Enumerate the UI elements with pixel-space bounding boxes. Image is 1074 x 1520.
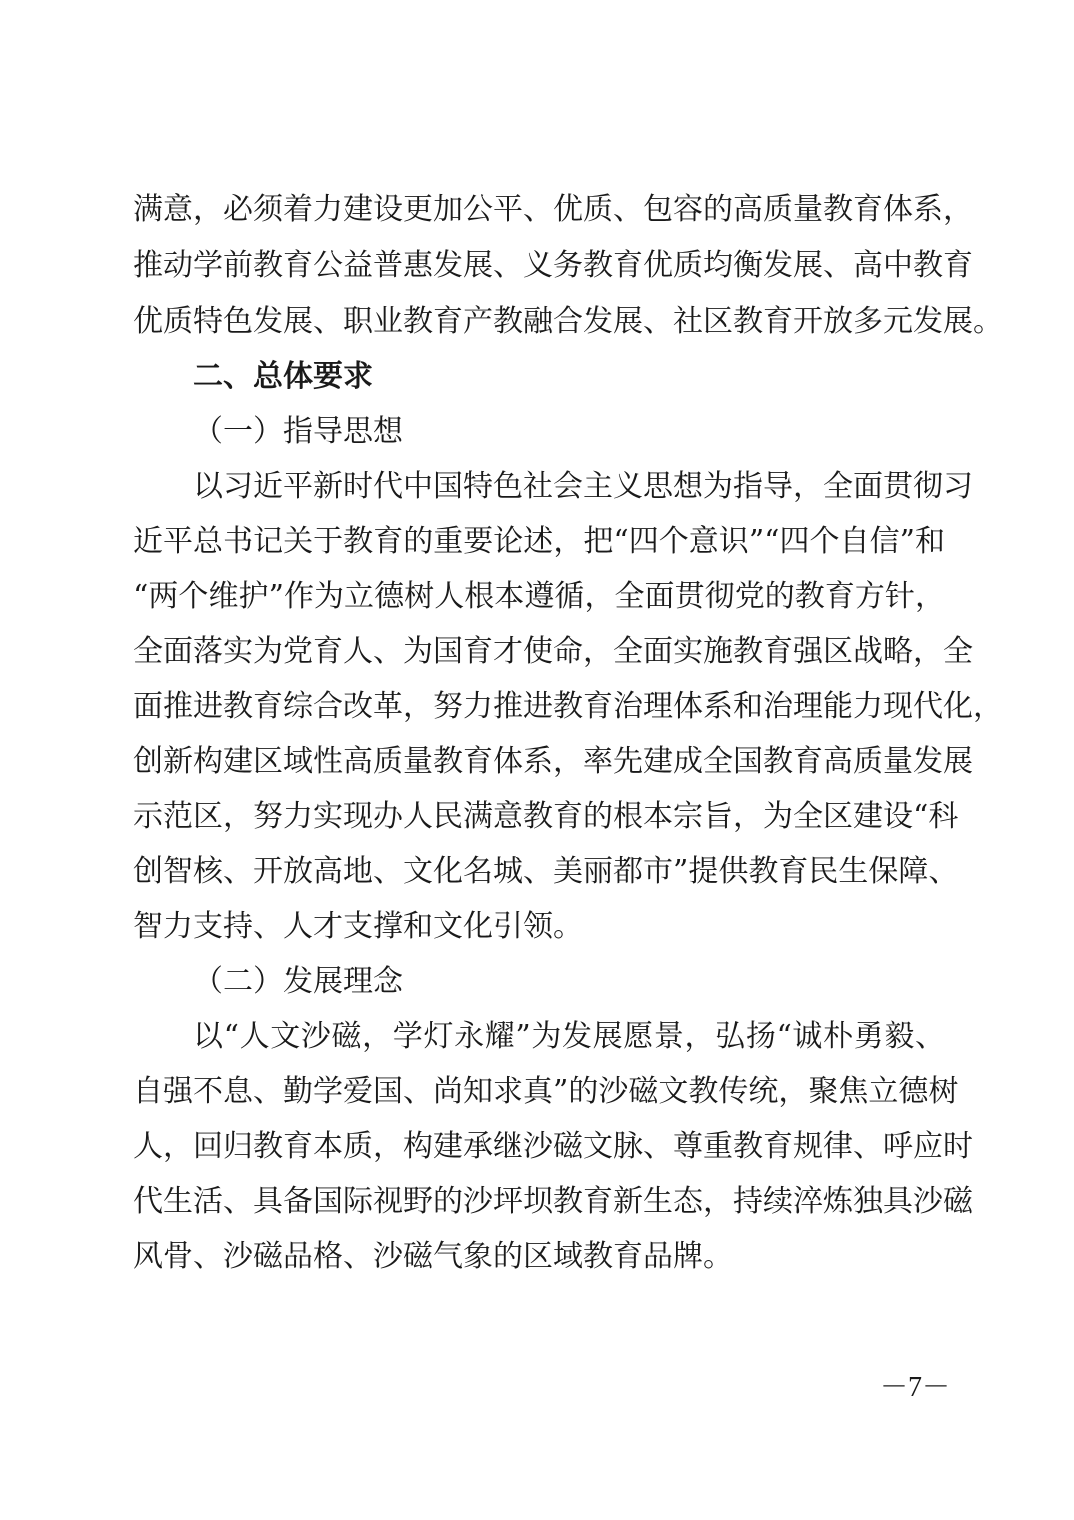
- paragraph-line: 创智核、开放高地、文化名城、美丽都市”提供教育民生保障、: [133, 854, 959, 889]
- paragraph-line: 自强不息、勤学爱国、尚知求真”的沙磁文教传统，聚焦立德树: [133, 1074, 959, 1109]
- paragraph-line: 以“人文沙磁，学灯永耀”为发展愿景，弘扬“诚朴勇毅、: [193, 1019, 945, 1054]
- subsection-heading: （一）指导思想: [193, 414, 403, 449]
- paragraph-line: 创新构建区域性高质量教育体系，率先建成全国教育高质量发展: [133, 744, 973, 779]
- paragraph-line: “两个维护”作为立德树人根本遵循，全面贯彻党的教育方针，: [133, 579, 945, 614]
- paragraph-line: 示范区，努力实现办人民满意教育的根本宗旨，为全区建设“科: [133, 799, 959, 834]
- section-heading: 二、总体要求: [193, 359, 373, 394]
- subsection-heading: （二）发展理念: [193, 964, 403, 999]
- paragraph-line: 人，回归教育本质，构建承继沙磁文脉、尊重教育规律、呼应时: [133, 1129, 973, 1164]
- page-number: －7－: [880, 1372, 951, 1403]
- paragraph-line: 推动学前教育公益普惠发展、义务教育优质均衡发展、高中教育: [133, 248, 973, 283]
- paragraph-line: 面推进教育综合改革，努力推进教育治理体系和治理能力现代化，: [133, 689, 1003, 724]
- paragraph-line: 全面落实为党育人、为国育才使命，全面实施教育强区战略，全: [133, 634, 973, 669]
- paragraph-line: 以习近平新时代中国特色社会主义思想为指导，全面贯彻习: [193, 469, 973, 504]
- paragraph-line: 满意，必须着力建设更加公平、优质、包容的高质量教育体系，: [133, 192, 973, 227]
- paragraph-line: 优质特色发展、职业教育产教融合发展、社区教育开放多元发展。: [133, 304, 1003, 339]
- paragraph-line: 近平总书记关于教育的重要论述，把“四个意识”“四个自信”和: [133, 524, 945, 559]
- paragraph-line: 智力支持、人才支撑和文化引领。: [133, 909, 583, 944]
- paragraph-line: 风骨、沙磁品格、沙磁气象的区域教育品牌。: [133, 1239, 733, 1274]
- paragraph-line: 代生活、具备国际视野的沙坪坝教育新生态，持续淬炼独具沙磁: [133, 1184, 973, 1219]
